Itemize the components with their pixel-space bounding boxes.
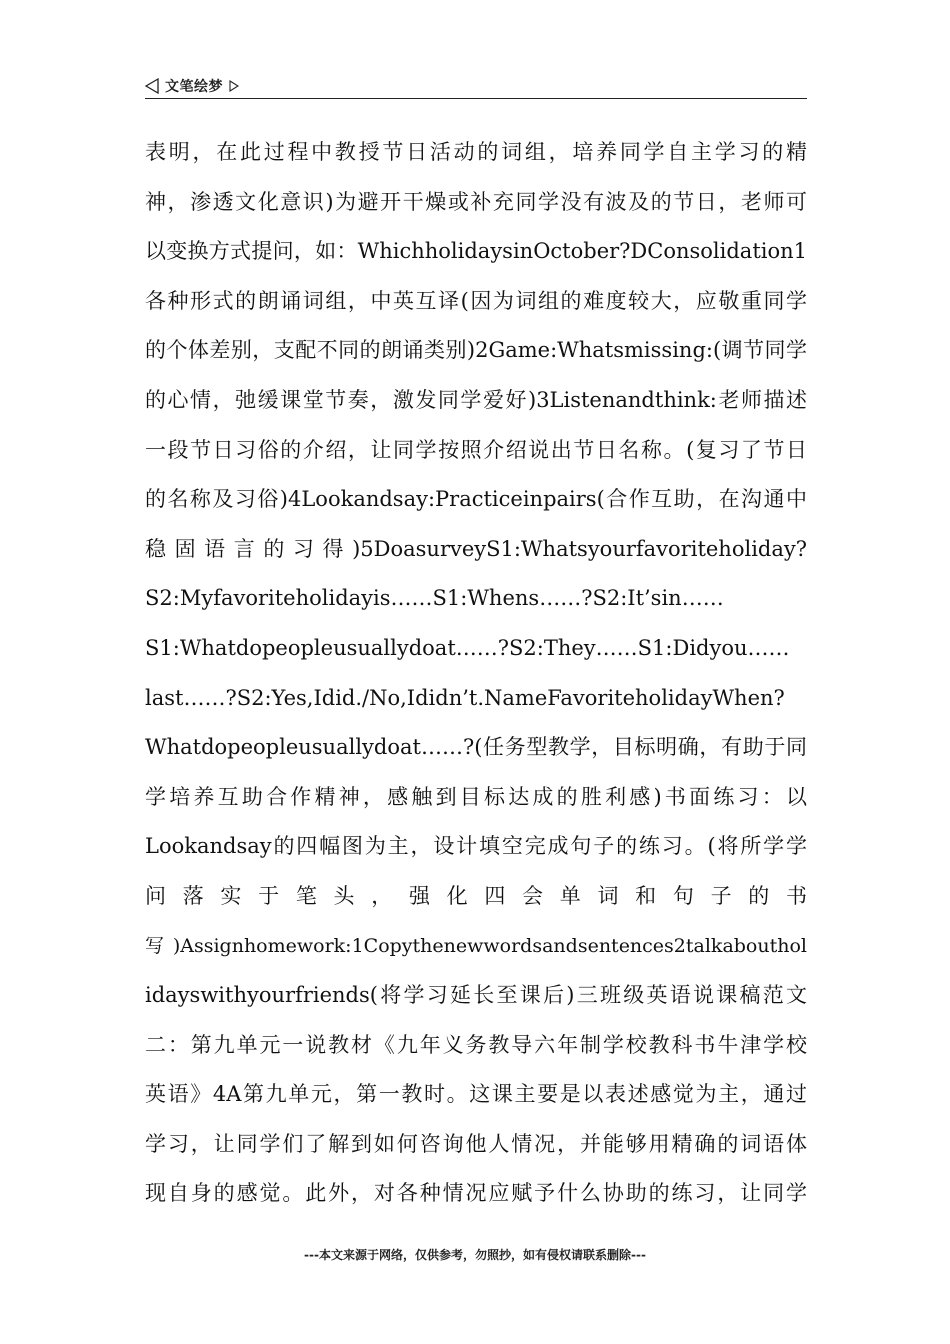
brand-name: 文笔绘梦 (165, 79, 223, 95)
text-line: 的名称及习俗)4Lookandsay:Practiceinpairs(合作互助，在沟通中 (145, 487, 807, 512)
text-line: Whatdopeopleusuallydoat……?(任务型教学，目标明确，有助于同 (145, 735, 807, 760)
text-line: 以变换方式提问，如：WhichholidaysinOctober?DConsolidation1 (145, 239, 807, 264)
text-line: S1:Whatdopeopleusuallydoat……?S2:They……S1:Didyou…… (145, 635, 790, 660)
document-body (145, 128, 807, 1219)
text-line: Lookandsay的四幅图为主，设计填空完成句子的练习。(将所学学 (145, 834, 807, 859)
text-line: S2:Myfavoriteholidayis……S1:Whens……?S2:It’sin…… (145, 586, 724, 611)
footer-notice: ---本文来源于网络，仅供参考，勿照抄，如有侵权请联系删除--- (304, 1248, 646, 1262)
text-line: 学培养互助合作精神，感触到目标达成的胜利感)书面练习：以 (145, 784, 807, 809)
text-line: 各种形式的朗诵词组，中英互译(因为词组的难度较大，应敬重同学 (145, 288, 807, 313)
text-line: 的个体差别，支配不同的朗诵类别)2Game:Whatsmissing:(调节同学 (145, 338, 807, 363)
text-line: idayswithyourfriends(将学习延长至课后)三班级英语说课稿范文 (145, 983, 807, 1008)
triangle-left-icon (145, 78, 159, 94)
text-line: 一段节日习俗的介绍，让同学按照介绍说出节日名称。(复习了节日 (145, 437, 807, 462)
text-line: 现自身的感觉。此外，对各种情况应赋予什么协助的练习，让同学 (145, 1181, 807, 1206)
text-line: 神，渗透文化意识)为避开干燥或补充同学没有波及的节日，老师可 (145, 189, 807, 214)
text-line: 学习，让同学们了解到如何咨询他人情况，并能够用精确的词语体 (145, 1131, 807, 1156)
text-line: 二：第九单元一说教材《九年义务教导六年制学校教科书牛津学校 (145, 1032, 807, 1057)
text-line: 稳 固 语 言 的 习 得 )5DoasurveyS1:Whatsyourfavoriteholiday? (145, 536, 807, 561)
text-line: last……?S2:Yes,Idid./No,Ididn’t.NameFavoriteholidayWhen? (145, 685, 785, 710)
triangle-right-icon (229, 77, 239, 89)
page-header (145, 74, 807, 99)
text-line: 问 落 实 于 笔 头 ， 强 化 四 会 单 词 和 句 子 的 书 (145, 883, 807, 908)
text-line: 的心情，弛缓课堂节奏，激发同学爱好)3Listenandthink:老师描述 (145, 387, 807, 412)
text-line: 英语》4A第九单元，第一教时。这课主要是以表述感觉为主，通过 (145, 1082, 807, 1107)
text-line: 写)Assignhomework:1Copythenewwordsandsentences2talkabouthol (145, 934, 807, 957)
text-line: 表明，在此过程中教授节日活动的词组，培养同学自主学习的精 (145, 140, 807, 164)
